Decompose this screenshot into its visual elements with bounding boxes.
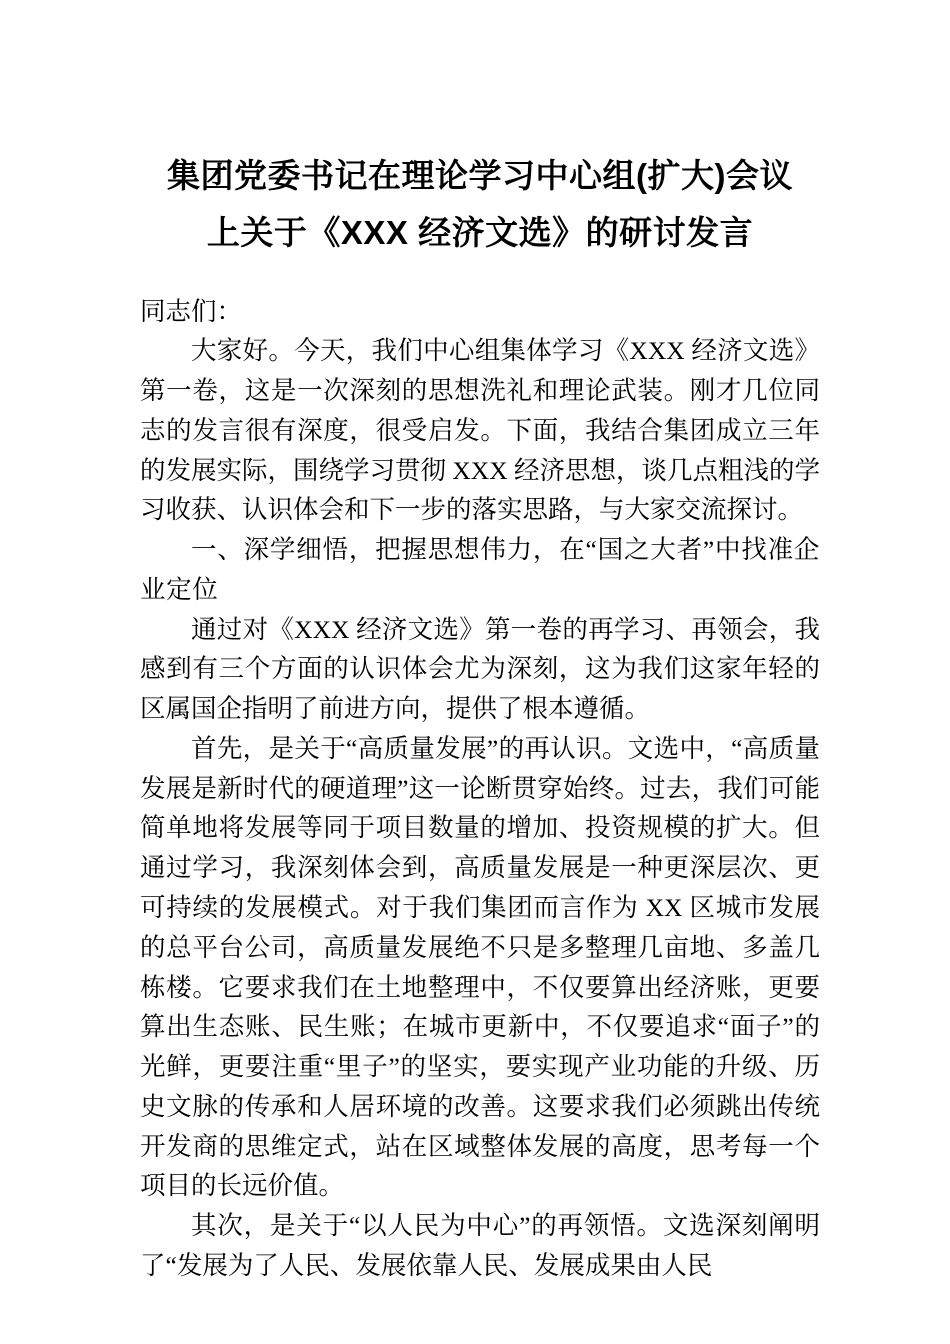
document-body bbox=[140, 292, 820, 1286]
paragraph-section-one-intro: 通过对《XXX 经济文选》第一卷的再学习、再领会，我感到有三个方面的认识体会尤为深刻，这为我们这家年轻的区属国企指明了前进方向，提供了根本遵循。 bbox=[140, 614, 820, 724]
title-line-2: 上关于《XXX 经济文选》的研讨发言 bbox=[206, 213, 754, 251]
title-line-1: 集团党委书记在理论学习中心组(扩大)会议 bbox=[167, 157, 793, 194]
paragraph-point-first: 首先，是关于“高质量发展”的再认识。文选中，“高质量发展是新时代的硬道理”这一论断贯穿始终。过去，我们可能简单地将发展等同于项目数量的增加、投资规模的扩大。但通过学习，我深刻体会到，高质量发展是一种更深层次、更可持续的发展模式。对于我们集团而言作为 XX 区城市发展的总平台公司，高质量发展绝不只是多整理几亩地、多盖几栋楼。它要求我们在土地整理中，不仅要算出经济账，更要算出生态账、民生账；在城市更新中，不仅要追求“面子”的光鲜，更要注重“里子”的坚实，要实现产业功能的升级、历史文脉的传承和人居环境的改善。这要求我们必须跳出传统开发商的思维定式，站在区域整体发展的高度，思考每一个项目的长远价值。 bbox=[140, 733, 820, 1201]
paragraph-salutation: 同志们： bbox=[140, 296, 243, 326]
paragraph-point-second: 其次，是关于“以人民为中心”的再领悟。文选深刻阐明了“发展为了人民、发展依靠人民、发展成果由人民 bbox=[140, 1211, 820, 1280]
page-title bbox=[140, 148, 820, 262]
section-heading-one: 一、深学细悟，把握思想伟力，在“国之大者”中找准企业定位 bbox=[140, 535, 820, 604]
paragraph-opening: 大家好。今天，我们中心组集体学习《XXX 经济文选》第一卷，这是一次深刻的思想洗礼和理论武装。刚才几位同志的发言很有深度，很受启发。下面，我结合集团成立三年的发展实际，围绕学习贯彻 XXX 经济思想，谈几点粗浅的学习收获、认识体会和下一步的落实思路，与大家交流探讨。 bbox=[140, 336, 820, 525]
